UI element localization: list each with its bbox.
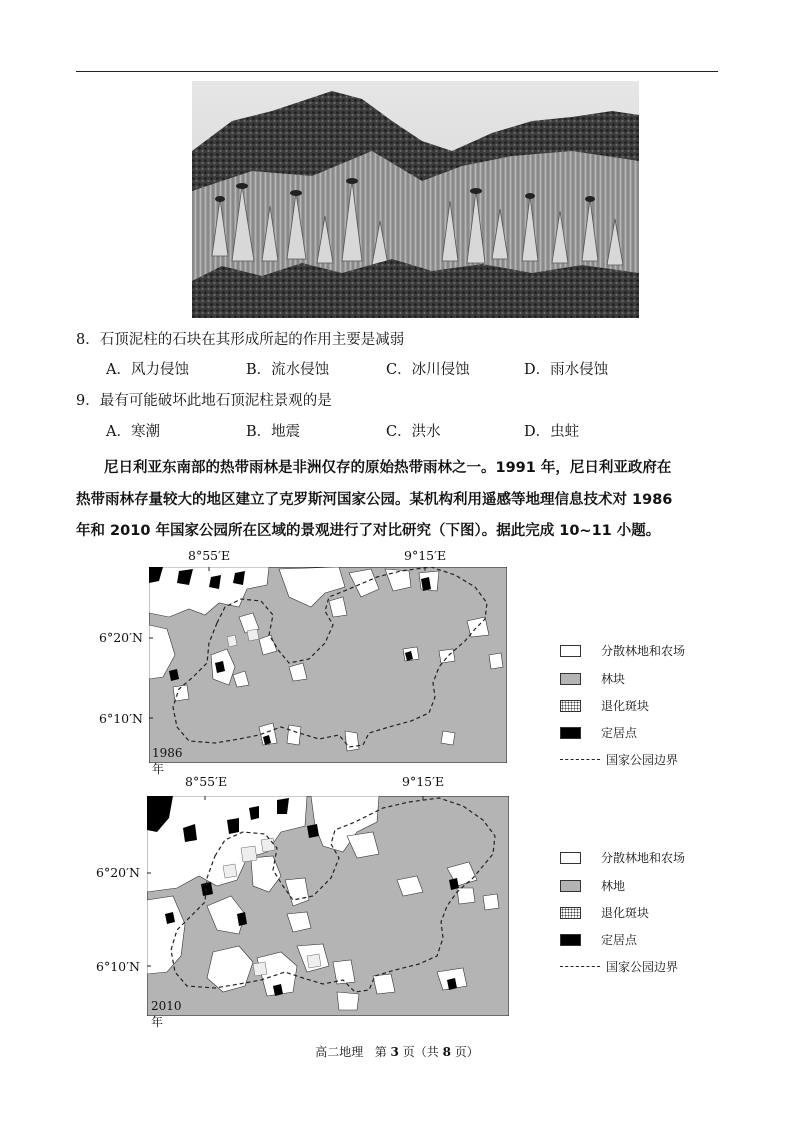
legend-1986-label-3: 退化斑块 bbox=[601, 699, 650, 713]
map-1986-year: 1986年 bbox=[152, 746, 183, 776]
intro-line-3: 年和 2010 年国家公园所在区域的景观进行了对比研究（下图）。据此完成 10~11 小题。 bbox=[76, 523, 661, 539]
header-rule bbox=[76, 71, 718, 72]
footer-page-prefix: 第 bbox=[374, 1045, 387, 1059]
map-1986-lon-label-2: 9°15′E bbox=[404, 548, 447, 563]
legend-1986-degraded bbox=[560, 697, 649, 714]
map-1986-lon-label-1: 8°55′E bbox=[188, 548, 231, 563]
map-1986-lat-label-1: 6°20′N bbox=[99, 630, 143, 645]
question-9-option-a: A．寒潮 bbox=[106, 424, 160, 440]
legend-2010-scattered bbox=[560, 849, 685, 866]
question-9-option-c: C．洪水 bbox=[386, 424, 441, 440]
map-2010-lon-label-2: 9°15′E bbox=[402, 774, 445, 789]
map-2010-lat-label-1: 6°20′N bbox=[96, 865, 140, 880]
legend-2010-label-2: 林地 bbox=[601, 879, 626, 893]
legend-2010-label-1: 分散林地和农场 bbox=[601, 851, 686, 865]
question-8-option-c: C．冰川侵蚀 bbox=[386, 362, 470, 378]
legend-1986-label-5: 国家公园边界 bbox=[606, 753, 679, 767]
legend-2010-forest bbox=[560, 877, 625, 894]
map-2010-lat-label-2: 6°10′N bbox=[96, 959, 140, 974]
legend-2010-boundary bbox=[560, 958, 678, 975]
question-9-stem: 9．最有可能破坏此地石顶泥柱景观的是 bbox=[76, 393, 332, 409]
legend-2010-black-swatch bbox=[560, 934, 581, 946]
legend-2010-label-4: 定居点 bbox=[601, 933, 638, 947]
legend-1986-boundary bbox=[560, 751, 678, 768]
map-1986-frame bbox=[149, 567, 507, 763]
map-2010-frame bbox=[147, 796, 509, 1016]
question-9-option-d: D．虫蛀 bbox=[524, 424, 580, 440]
legend-1986-dash-swatch bbox=[560, 759, 600, 760]
legend-1986-label-4: 定居点 bbox=[601, 726, 638, 740]
question-9-option-b: B．地震 bbox=[246, 424, 301, 440]
legend-1986-label-1: 分散林地和农场 bbox=[601, 644, 686, 658]
footer-total-pages: 8 bbox=[442, 1045, 451, 1059]
legend-1986-gray-swatch bbox=[560, 673, 581, 685]
map-2010-lon-label-1: 8°55′E bbox=[185, 774, 228, 789]
footer-subject: 高二地理 bbox=[315, 1045, 364, 1059]
question-8-option-a: A．风力侵蚀 bbox=[106, 362, 189, 378]
footer-page-suffix: 页（共 bbox=[402, 1045, 439, 1059]
page-footer bbox=[0, 1043, 794, 1060]
legend-1986-dot-swatch bbox=[560, 700, 581, 712]
legend-1986-settlement bbox=[560, 724, 637, 741]
legend-2010-dash-swatch bbox=[560, 966, 600, 967]
legend-1986-black-swatch bbox=[560, 727, 581, 739]
intro-line-2: 热带雨林存量较大的地区建立了克罗斯河国家公园。某机构利用遥感等地理信息技术对 1986 bbox=[76, 492, 673, 508]
question-8-option-d: D．雨水侵蚀 bbox=[524, 362, 609, 378]
legend-1986-forest bbox=[560, 670, 625, 687]
legend-2010-gray-swatch bbox=[560, 880, 581, 892]
footer-total-suffix: 页） bbox=[454, 1045, 479, 1059]
map-1986-lat-label-2: 6°10′N bbox=[99, 711, 143, 726]
legend-2010-white-swatch bbox=[560, 852, 581, 864]
legend-1986-white-swatch bbox=[560, 645, 581, 657]
legend-2010-degraded bbox=[560, 904, 649, 921]
map-2010-year: 2010年 bbox=[151, 999, 182, 1029]
legend-1986-label-2: 林块 bbox=[601, 672, 626, 686]
question-8-option-b: B．流水侵蚀 bbox=[246, 362, 330, 378]
intro-line-1: 尼日利亚东南部的热带雨林是非洲仅存的原始热带雨林之一。1991 年，尼日利亚政府在 bbox=[104, 460, 672, 476]
footer-page-number: 3 bbox=[390, 1045, 399, 1059]
legend-2010-label-5: 国家公园边界 bbox=[606, 960, 679, 974]
question-8-stem: 8．石顶泥柱的石块在其形成所起的作用主要是减弱 bbox=[76, 332, 405, 348]
legend-2010-dot-swatch bbox=[560, 907, 581, 919]
earth-pillars-photo bbox=[192, 81, 639, 318]
legend-2010-label-3: 退化斑块 bbox=[601, 906, 650, 920]
legend-1986-scattered bbox=[560, 642, 685, 659]
legend-2010-settlement bbox=[560, 931, 637, 948]
